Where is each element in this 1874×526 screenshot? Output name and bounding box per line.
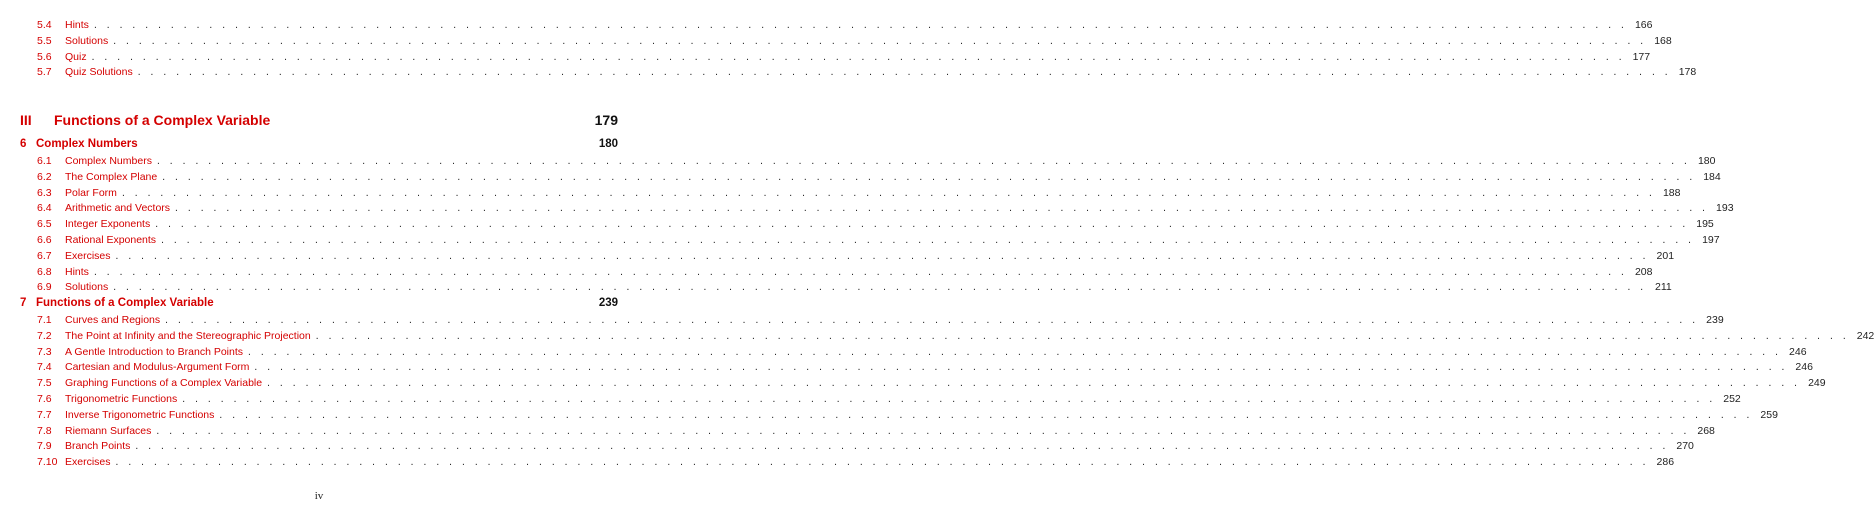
dot-leader: . . . . . . . . . . . . . . . . . . . . . . . . . . . . . . . . . . . . . . . . . . . . . . . . . . . . . . . . . . . . . . . . . . . . . . . . . . . . . . . . . . . . . . . . . . . . . . . . . . . . . . . . . . . . . . . . . . . . . . . . xyxy=(253,363,1787,373)
toc-entry-title: Inverse Trigonometric Functions xyxy=(65,408,215,421)
dot-leader: . . . . . . . . . . . . . . . . . . . . . . . . . . . . . . . . . . . . . . . . . . . . . . . . . . . . . . . . . . . . . . . . . . . . . . . . . . . . . . . . . . . . . . . . . . . . . . . . . . . . . . . . . . . . . . . . . . . . . . . . xyxy=(112,36,1646,46)
toc-entry-number: 7.1 xyxy=(37,314,52,326)
toc-entry-number: 7.10 xyxy=(37,456,58,469)
toc-entry-number: 5.7 xyxy=(37,66,52,79)
toc-entry-page-number: 177 xyxy=(1632,50,1651,63)
toc-entry-number: 6.3 xyxy=(37,186,52,199)
chapter-title: Complex Numbers xyxy=(36,138,138,150)
dot-leader: . . . . . . . . . . . . . . . . . . . . . . . . . . . . . . . . . . . . . . . . . . . . . . . . . . . . . . . . . . . . . . . . . . . . . . . . . . . . . . . . . . . . . . . . . . . . . . . . . . . . . . . . . . . . . . . . . . . . . . . . xyxy=(92,21,1627,30)
toc-entry-title: Hints xyxy=(65,265,89,278)
toc-entry[interactable] xyxy=(37,408,1778,423)
toc-part-heading[interactable] xyxy=(20,110,618,130)
toc-chapter-heading-7[interactable] xyxy=(20,295,618,311)
toc-entry[interactable] xyxy=(37,154,1716,169)
toc-entry-title: Polar Form xyxy=(65,186,117,199)
chapter-page-number: 239 xyxy=(598,297,618,309)
toc-entry-number: 7.6 xyxy=(37,393,52,405)
toc-entry-page-number: 193 xyxy=(1716,202,1734,215)
dot-leader: . . . . . . . . . . . . . . . . . . . . . . . . . . . . . . . . . . . . . . . . . . . . . . . . . . . . . . . . . . . . . . . . . . . . . . . . . . . . . . . . . . . . . . . . . . . . . . . . . . . . . . . . . . . . . . . . . . . . . . . . xyxy=(266,379,1800,389)
chapter-number: 7 xyxy=(20,297,27,309)
toc-entry[interactable] xyxy=(37,424,1715,439)
toc-entry[interactable] xyxy=(37,201,1734,216)
part-number: III xyxy=(20,112,32,128)
page-footer-number: iv xyxy=(314,490,324,502)
toc-entry[interactable] xyxy=(37,345,1807,360)
toc-entry-number: 6.7 xyxy=(37,249,52,262)
toc-entry[interactable] xyxy=(37,217,1714,232)
dot-leader: . . . . . . . . . . . . . . . . . . . . . . . . . . . . . . . . . . . . . . . . . . . . . . . . . . . . . . . . . . . . . . . . . . . . . . . . . . . . . . . . . . . . . . . . . . . . . . . . . . . . . . . . . . . . . . . . . . . . . . . . xyxy=(154,220,1688,230)
toc-entry-number: 7.4 xyxy=(37,361,52,374)
chapter-page-number: 180 xyxy=(598,138,618,150)
toc-entry-title: Complex Numbers xyxy=(65,155,152,167)
toc-entry-number: 6.9 xyxy=(37,281,52,294)
dot-leader: . . . . . . . . . . . . . . . . . . . . . . . . . . . . . . . . . . . . . . . . . . . . . . . . . . . . . . . . . . . . . . . . . . . . . . . . . . . . . . . . . . . . . . . . . . . . . . . . . . . . . . . . . . . . . . . . . . . . . . . . xyxy=(161,172,1695,182)
toc-entry-page-number: 252 xyxy=(1723,393,1741,405)
toc-entry-title: Quiz xyxy=(65,50,87,63)
dot-leader: . . . . . . . . . . . . . . . . . . . . . . . . . . . . . . . . . . . . . . . . . . . . . . . . . . . . . . . . . . . . . . . . . . . . . . . . . . . . . . . . . . . . . . . . . . . . . . . . . . . . . . . . . . . . . . . . . . . . . . . . xyxy=(112,283,1646,293)
toc-entry-page-number: 268 xyxy=(1697,424,1715,437)
dot-leader: . . . . . . . . . . . . . . . . . . . . . . . . . . . . . . . . . . . . . . . . . . . . . . . . . . . . . . . . . . . . . . . . . . . . . . . . . . . . . . . . . . . . . . . . . . . . . . . . . . . . . . . . . . . . . . . . . . . . . . . . xyxy=(218,410,1752,420)
toc-entry[interactable] xyxy=(37,34,1672,49)
toc-entry[interactable] xyxy=(37,455,1675,470)
toc-entry-number: 6.6 xyxy=(37,234,52,246)
toc-entry-title: Integer Exponents xyxy=(65,218,151,231)
part-title: Functions of a Complex Variable xyxy=(54,112,271,128)
toc-entry-number: 7.2 xyxy=(37,329,52,342)
toc-entry[interactable] xyxy=(37,50,1651,65)
toc-entry-page-number: 180 xyxy=(1697,155,1716,167)
toc-entry[interactable] xyxy=(37,249,1675,264)
dot-leader: . . . . . . . . . . . . . . . . . . . . . . . . . . . . . . . . . . . . . . . . . . . . . . . . . . . . . . . . . . . . . . . . . . . . . . . . . . . . . . . . . . . . . . . . . . . . . . . . . . . . . . . . . . . . . . . . . . . . . . . . xyxy=(314,331,1849,341)
toc-entry-title: Exercises xyxy=(65,456,111,469)
toc-entry[interactable] xyxy=(37,313,1724,328)
toc-entry[interactable] xyxy=(37,280,1672,295)
toc-entry[interactable] xyxy=(37,186,1681,201)
dot-leader: . . . . . . . . . . . . . . . . . . . . . . . . . . . . . . . . . . . . . . . . . . . . . . . . . . . . . . . . . . . . . . . . . . . . . . . . . . . . . . . . . . . . . . . . . . . . . . . . . . . . . . . . . . . . . . . . . . . . . . . . xyxy=(114,458,1649,468)
toc-entry-number: 7.5 xyxy=(37,377,52,390)
toc-entry-page-number: 201 xyxy=(1656,249,1675,262)
toc-entry-title: Exercises xyxy=(65,249,111,262)
toc-entry-number: 6.8 xyxy=(37,265,52,278)
chapter-number: 6 xyxy=(20,138,27,150)
toc-entry-page-number: 286 xyxy=(1656,456,1675,469)
toc-entry-title: Solutions xyxy=(65,34,109,47)
toc-entry-page-number: 168 xyxy=(1654,34,1672,47)
chapter-title: Functions of a Complex Variable xyxy=(36,297,214,309)
toc-entry-page-number: 166 xyxy=(1634,19,1653,31)
dot-leader: . . . . . . . . . . . . . . . . . . . . . . . . . . . . . . . . . . . . . . . . . . . . . . . . . . . . . . . . . . . . . . . . . . . . . . . . . . . . . . . . . . . . . . . . . . . . . . . . . . . . . . . . . . . . . . . . . . . . . . . . xyxy=(155,157,1690,166)
toc-entry[interactable] xyxy=(37,392,1741,407)
dot-leader: . . . . . . . . . . . . . . . . . . . . . . . . . . . . . . . . . . . . . . . . . . . . . . . . . . . . . . . . . . . . . . . . . . . . . . . . . . . . . . . . . . . . . . . . . . . . . . . . . . . . . . . . . . . . . . . . . . . . . . . . xyxy=(136,68,1671,78)
toc-entry-title: Riemann Surfaces xyxy=(65,424,152,437)
toc-entry[interactable] xyxy=(37,439,1694,454)
toc-entry-title: Trigonometric Functions xyxy=(65,393,178,405)
dot-leader: . . . . . . . . . . . . . . . . . . . . . . . . . . . . . . . . . . . . . . . . . . . . . . . . . . . . . . . . . . . . . . . . . . . . . . . . . . . . . . . . . . . . . . . . . . . . . . . . . . . . . . . . . . . . . . . . . . . . . . . . xyxy=(174,204,1708,214)
toc-entry-page-number: 184 xyxy=(1703,170,1721,183)
toc-entry-title: Solutions xyxy=(65,281,109,294)
toc-entry-number: 5.5 xyxy=(37,34,52,47)
toc-entry-number: 7.8 xyxy=(37,424,52,437)
toc-entry-title: Arithmetic and Vectors xyxy=(65,202,171,215)
part-page-number: 179 xyxy=(594,112,618,128)
toc-entry[interactable] xyxy=(37,329,1874,344)
toc-entry[interactable] xyxy=(37,376,1826,391)
toc-entry-number: 6.2 xyxy=(37,170,52,183)
toc-entry-number: 5.4 xyxy=(37,19,52,31)
toc-entry-page-number: 188 xyxy=(1662,186,1681,199)
toc-entry-page-number: 208 xyxy=(1634,265,1653,278)
toc-entry-page-number: 246 xyxy=(1789,345,1807,358)
dot-leader: . . . . . . . . . . . . . . . . . . . . . . . . . . . . . . . . . . . . . . . . . . . . . . . . . . . . . . . . . . . . . . . . . . . . . . . . . . . . . . . . . . . . . . . . . . . . . . . . . . . . . . . . . . . . . . . . . . . . . . . . xyxy=(90,52,1625,62)
toc-entry-title: Curves and Regions xyxy=(65,314,161,326)
toc-entry[interactable] xyxy=(37,233,1720,248)
toc-entry-title: The Point at Infinity and the Stereographic Projection xyxy=(65,329,311,342)
toc-entry-title: The Complex Plane xyxy=(65,170,158,183)
toc-entry-number: 6.1 xyxy=(37,155,52,167)
dot-leader: . . . . . . . . . . . . . . . . . . . . . . . . . . . . . . . . . . . . . . . . . . . . . . . . . . . . . . . . . . . . . . . . . . . . . . . . . . . . . . . . . . . . . . . . . . . . . . . . . . . . . . . . . . . . . . . . . . . . . . . . xyxy=(134,442,1668,452)
toc-entry-title: Cartesian and Modulus-Argument Form xyxy=(65,361,250,374)
dot-leader: . . . . . . . . . . . . . . . . . . . . . . . . . . . . . . . . . . . . . . . . . . . . . . . . . . . . . . . . . . . . . . . . . . . . . . . . . . . . . . . . . . . . . . . . . . . . . . . . . . . . . . . . . . . . . . . . . . . . . . . . xyxy=(247,347,1781,357)
toc-entry-page-number: 211 xyxy=(1654,281,1672,294)
toc-entry[interactable] xyxy=(37,170,1721,185)
dot-leader: . . . . . . . . . . . . . . . . . . . . . . . . . . . . . . . . . . . . . . . . . . . . . . . . . . . . . . . . . . . . . . . . . . . . . . . . . . . . . . . . . . . . . . . . . . . . . . . . . . . . . . . . . . . . . . . . . . . . . . . . xyxy=(164,316,1698,325)
toc-entry-page-number: 197 xyxy=(1702,234,1720,246)
toc-entry[interactable] xyxy=(37,265,1653,280)
toc-entry-page-number: 270 xyxy=(1676,440,1694,453)
toc-entry-page-number: 178 xyxy=(1678,66,1697,79)
dot-leader: . . . . . . . . . . . . . . . . . . . . . . . . . . . . . . . . . . . . . . . . . . . . . . . . . . . . . . . . . . . . . . . . . . . . . . . . . . . . . . . . . . . . . . . . . . . . . . . . . . . . . . . . . . . . . . . . . . . . . . . . xyxy=(181,395,1715,404)
toc-entry-title: Branch Points xyxy=(65,440,131,453)
toc-entry-number: 7.9 xyxy=(37,440,52,453)
toc-entry-page-number: 249 xyxy=(1808,377,1826,390)
toc-entry-page-number: 242 xyxy=(1856,329,1874,342)
dot-leader: . . . . . . . . . . . . . . . . . . . . . . . . . . . . . . . . . . . . . . . . . . . . . . . . . . . . . . . . . . . . . . . . . . . . . . . . . . . . . . . . . . . . . . . . . . . . . . . . . . . . . . . . . . . . . . . . . . . . . . . . xyxy=(92,267,1627,277)
toc-chapter-heading-6[interactable] xyxy=(20,136,618,152)
toc-entry-page-number: 239 xyxy=(1706,314,1724,326)
toc-entry-number: 7.7 xyxy=(37,408,52,421)
dot-leader: . . . . . . . . . . . . . . . . . . . . . . . . . . . . . . . . . . . . . . . . . . . . . . . . . . . . . . . . . . . . . . . . . . . . . . . . . . . . . . . . . . . . . . . . . . . . . . . . . . . . . . . . . . . . . . . . . . . . . . . . xyxy=(120,188,1655,198)
toc-entry-number: 7.3 xyxy=(37,345,52,358)
toc-entry-title: A Gentle Introduction to Branch Points xyxy=(65,345,244,358)
toc-entry-title: Hints xyxy=(65,19,89,31)
toc-entry-title: Graphing Functions of a Complex Variable xyxy=(65,377,263,390)
toc-entry[interactable] xyxy=(37,65,1697,80)
toc-entry-title: Quiz Solutions xyxy=(65,66,133,79)
dot-leader: . . . . . . . . . . . . . . . . . . . . . . . . . . . . . . . . . . . . . . . . . . . . . . . . . . . . . . . . . . . . . . . . . . . . . . . . . . . . . . . . . . . . . . . . . . . . . . . . . . . . . . . . . . . . . . . . . . . . . . . . xyxy=(114,251,1649,261)
toc-entry-title: Rational Exponents xyxy=(65,234,157,246)
toc-entry-page-number: 246 xyxy=(1795,361,1813,374)
toc-entry-number: 6.5 xyxy=(37,218,52,231)
toc-entry-page-number: 195 xyxy=(1696,218,1714,231)
toc-entry-page-number: 259 xyxy=(1760,408,1778,421)
dot-leader: . . . . . . . . . . . . . . . . . . . . . . . . . . . . . . . . . . . . . . . . . . . . . . . . . . . . . . . . . . . . . . . . . . . . . . . . . . . . . . . . . . . . . . . . . . . . . . . . . . . . . . . . . . . . . . . . . . . . . . . . xyxy=(155,426,1689,436)
dot-leader: . . . . . . . . . . . . . . . . . . . . . . . . . . . . . . . . . . . . . . . . . . . . . . . . . . . . . . . . . . . . . . . . . . . . . . . . . . . . . . . . . . . . . . . . . . . . . . . . . . . . . . . . . . . . . . . . . . . . . . . . xyxy=(160,236,1694,245)
toc-entry-number: 6.4 xyxy=(37,202,52,215)
toc-entry-number: 5.6 xyxy=(37,50,52,63)
toc-entry[interactable] xyxy=(37,360,1813,375)
toc-entry[interactable] xyxy=(37,18,1653,33)
